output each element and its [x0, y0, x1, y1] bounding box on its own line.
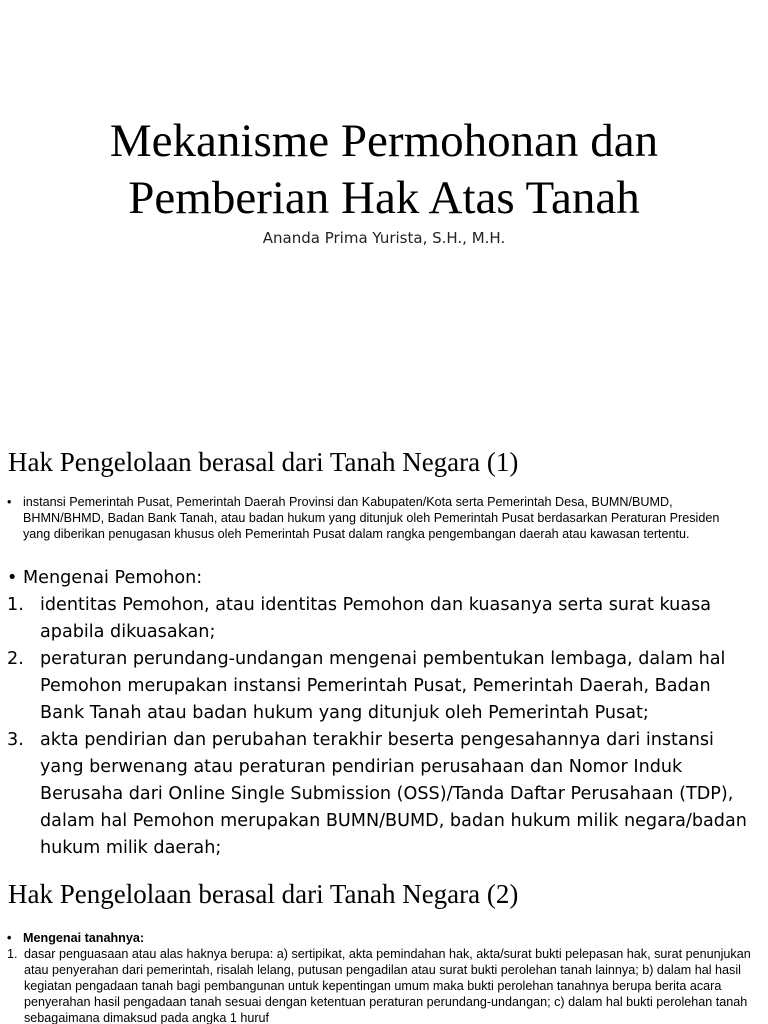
item-number: 3.: [7, 730, 24, 750]
content-slide-2: [0, 873, 768, 1024]
title-line-1: Mekanisme Permohonan dan: [109, 115, 659, 167]
bullet-icon: •: [7, 931, 12, 945]
list-item: [7, 946, 756, 1024]
bullet-icon: •: [7, 495, 12, 509]
author-subtitle: Ananda Prima Yurista, S.H., M.H.: [262, 229, 506, 247]
list-item: [7, 592, 754, 646]
applicant-bullet: [7, 494, 748, 542]
content-slide-1: [0, 425, 768, 873]
item-text: dasar penguasaan atau alas haknya berupa: a) sertipikat, akta pemindahan hak, akta/surat bukti pelepasan hak, surat penunjukan atau penyerahan dari pemerintah, risalah lelang, putusan pengadilan atau surat bukti perolehan tanah lainnya; b) dalam hal hasil kegiatan pengadaan tanah bagi pembangunan untuk kepentingan umum maka bukti perolehan tanahnya berupa berita acara penyerahan hasil pengadaan tanah sesuai dengan ketentuan peraturan perundang-undangan; c) dalam hal bukti perolehan tanah sebagaimana dimaksud pada angka 1 huruf: [24, 947, 751, 1024]
item-number: 2.: [7, 649, 24, 669]
title-line-2: Pemberian Hak Atas Tanah: [128, 172, 640, 224]
list-item: [7, 727, 754, 862]
item-text: peraturan perundang-undangan mengenai pembentukan lembaga, dalam hal Pemohon merupakan instansi Pemerintah Pusat, Pemerintah Daerah, Badan Bank Tanah atau badan hukum yang ditunjuk oleh Pemerintah Pusat;: [40, 649, 726, 723]
pemohon-list: [7, 565, 754, 862]
tanah-list: [7, 930, 756, 1024]
list-heading: [7, 930, 756, 946]
heading-text: Mengenai tanahnya:: [23, 931, 145, 945]
applicant-text: instansi Pemerintah Pusat, Pemerintah Daerah Provinsi dan Kabupaten/Kota serta Pemerintah Desa, BUMN/BUMD, BHMN/BHMD, Badan Bank Tanah, atau badan hukum yang ditunjuk oleh Pemerintah Pusat berdasarkan Peraturan Presiden yang diberikan penugasan khusus oleh Pemerintah Pusat dalam rangka pengembangan daerah atau kawasan tertentu.: [23, 495, 720, 541]
list-item: [7, 646, 754, 727]
presentation-title: [40, 113, 728, 227]
title-slide: [0, 0, 768, 425]
item-text: akta pendirian dan perubahan terakhir beserta pengesahannya dari instansi yang berwenang atau peraturan pendirian perusahaan dan Nomor Induk Berusaha dari Online Single Submission (OSS)/Tanda Daftar Perusahaan (TDP), dalam hal Pemohon merupakan BUMN/BUMD, badan hukum milik negara/badan hukum milik daerah;: [40, 730, 747, 858]
item-number: 1.: [7, 595, 24, 615]
slide-title: Hak Pengelolaan berasal dari Tanah Negara (2): [8, 879, 519, 909]
item-number: 1.: [7, 947, 18, 961]
slide-title: Hak Pengelolaan berasal dari Tanah Negara (1): [8, 447, 519, 477]
item-text: identitas Pemohon, atau identitas Pemohon dan kuasanya serta surat kuasa apabila dikuasakan;: [40, 595, 712, 642]
list-heading: • Mengenai Pemohon:: [7, 568, 203, 588]
